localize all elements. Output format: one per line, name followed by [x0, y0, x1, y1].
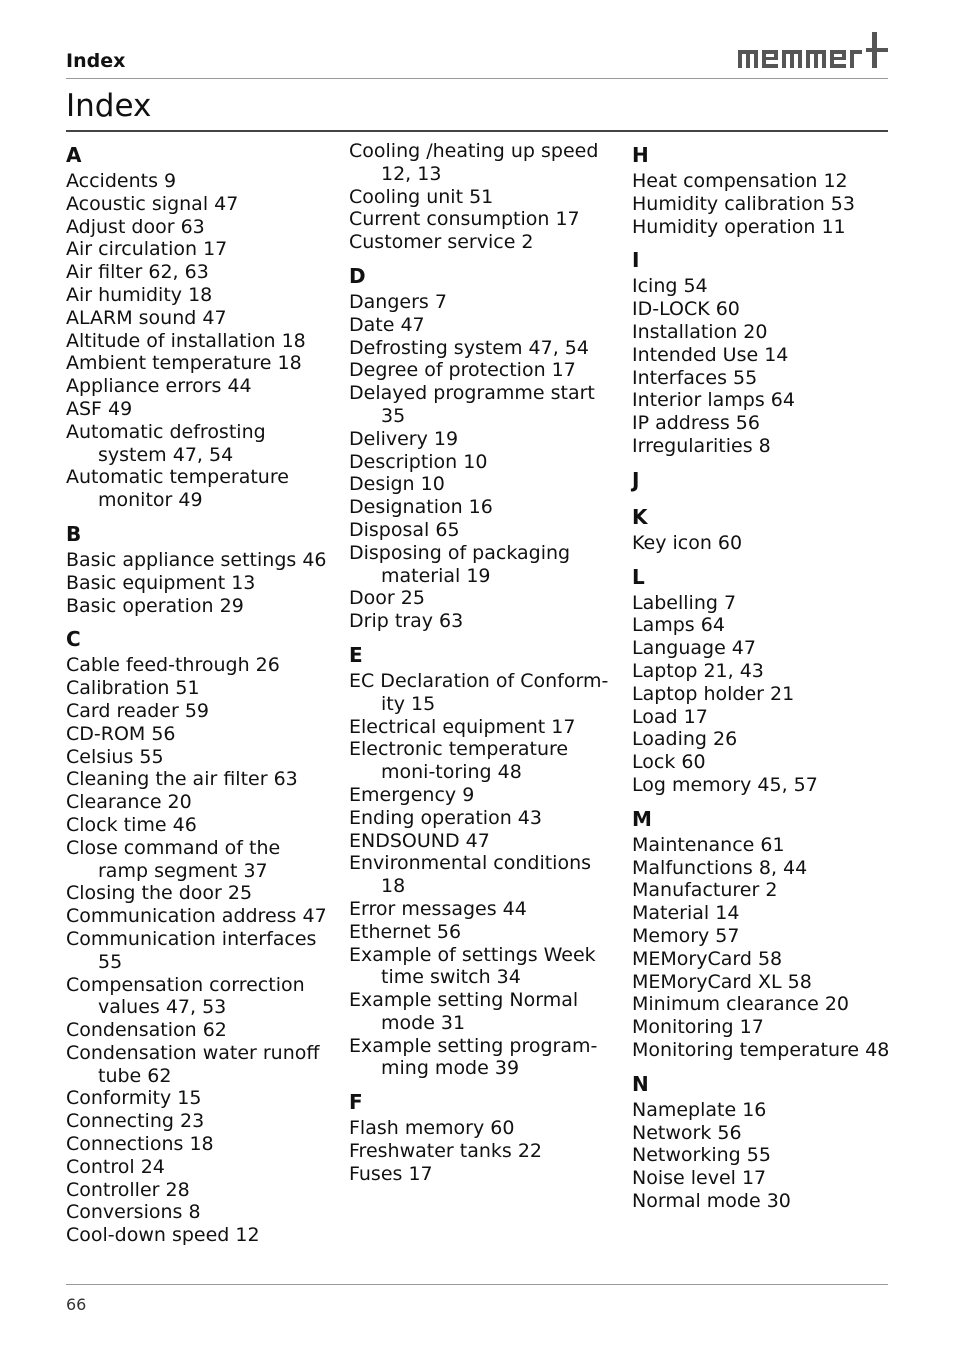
index-entry: Cool-down speed 12	[66, 1224, 260, 1247]
footer-rule	[66, 1284, 888, 1285]
index-entry: Malfunctions 8, 44	[632, 856, 808, 879]
index-entry: Minimum clearance 20	[632, 993, 849, 1016]
index-entry: Laptop 21, 43	[632, 659, 764, 682]
index-entry: Clearance 20	[66, 791, 192, 814]
index-entry: Delayed programme start 35	[349, 382, 595, 427]
index-entry: Appliance errors 44	[66, 375, 252, 398]
index-entry: Intended Use 14	[632, 343, 789, 366]
index-entry: Network 56	[632, 1121, 742, 1144]
index-entry: Connecting 23	[66, 1110, 205, 1133]
index-entry: Disposing of packaging material 19	[349, 541, 571, 587]
index-entry: Interfaces 55	[632, 366, 758, 389]
index-entry: Air filter 62, 63	[66, 261, 209, 284]
index-entry: Basic operation 29	[66, 594, 244, 617]
index-entry: Card reader 59	[66, 699, 209, 722]
index-entry: Electronic temperature moni-toring 48	[349, 738, 569, 784]
index-entry: Description 10	[349, 450, 488, 473]
index-entry: Close command of the ramp segment 37	[66, 836, 281, 882]
index-entry: Memory 57	[632, 924, 740, 947]
index-entry: Emergency 9	[349, 783, 475, 806]
index-entry: Acoustic signal 47	[66, 192, 239, 215]
index-entry: Icing 54	[632, 275, 708, 298]
index-entry: Condensation 62	[66, 1019, 227, 1042]
index-entry: Maintenance 61	[632, 833, 785, 856]
index-entry: Communication address 47	[66, 905, 327, 928]
index-letter-heading: E	[349, 642, 363, 667]
index-entry: Air humidity 18	[66, 283, 213, 306]
index-entry: Cable feed-through 26	[66, 654, 280, 677]
index-entry: Celsius 55	[66, 745, 164, 768]
index-letter-heading: I	[632, 248, 640, 273]
index-entry: ID-LOCK 60	[632, 298, 740, 321]
index-entry: Conformity 15	[66, 1087, 202, 1110]
index-entry: Normal mode 30	[632, 1189, 791, 1212]
index-entry: Example setting Normal mode 31	[349, 989, 579, 1034]
index-entry: Air circulation 17	[66, 238, 228, 261]
index-entry: Condensation water runoff tube 62	[66, 1041, 320, 1087]
index-entry: Adjust door 63	[66, 215, 205, 238]
index-entry: Cleaning the air filter 63	[66, 768, 298, 791]
index-entry: Automatic defrosting system 47, 54	[66, 420, 266, 466]
index-entry: Automatic temperature monitor 49	[66, 466, 289, 512]
index-entry: Compensation correction values 47, 53	[66, 973, 305, 1019]
index-entry: Connections 18	[66, 1133, 214, 1156]
index-letter-heading: C	[66, 627, 81, 652]
index-column-3	[632, 140, 894, 1213]
index-entry: Error messages 44	[349, 897, 527, 920]
index-entry: Humidity operation 11	[632, 215, 846, 238]
index-entry: Key icon 60	[632, 531, 743, 554]
index-entry: Irregularities 8	[632, 434, 771, 457]
index-entry: Lock 60	[632, 751, 706, 774]
index-entry: Accidents 9	[66, 170, 177, 192]
index-entry: Current consumption 17	[349, 208, 580, 231]
index-letter-heading: F	[349, 1090, 363, 1115]
index-entry: Degree of protection 17	[349, 359, 576, 382]
index-entry: Manufacturer 2	[632, 879, 778, 902]
index-entry: Installation 20	[632, 320, 768, 343]
page-title: Index	[66, 88, 152, 124]
index-entry: Laptop holder 21	[632, 682, 795, 705]
index-entry: Freshwater tanks 22	[349, 1140, 542, 1163]
index-entry: Basic equipment 13	[66, 571, 256, 594]
index-letter-heading: H	[632, 143, 649, 167]
index-entry: Conversions 8	[66, 1201, 201, 1224]
index-entry: Loading 26	[632, 728, 738, 751]
index-entry: ALARM sound 47	[66, 306, 227, 329]
index-letter-heading: M	[632, 806, 652, 831]
index-column-2	[349, 140, 619, 1186]
index-letter-heading: A	[66, 143, 82, 167]
index-entry: Flash memory 60	[349, 1117, 515, 1140]
index-letter-heading: K	[632, 504, 648, 529]
index-entry: CD-ROM 56	[66, 722, 176, 745]
index-entry: Basic appliance settings 46	[66, 548, 327, 571]
index-entry: Controller 28	[66, 1178, 190, 1201]
index-letter-heading: D	[349, 263, 366, 288]
index-letter-heading: N	[632, 1071, 649, 1096]
index-entry: Monitoring 17	[632, 1016, 764, 1039]
index-entry: Ethernet 56	[349, 920, 462, 943]
index-column-1	[66, 140, 336, 1247]
index-entry: Language 47	[632, 637, 756, 660]
index-entry: Disposal 65	[349, 518, 460, 541]
header-rule	[66, 78, 888, 79]
index-entry: Dangers 7	[349, 290, 447, 313]
index-entry: Heat compensation 12	[632, 170, 848, 192]
index-entry: Material 14	[632, 902, 740, 925]
running-header-title: Index	[66, 50, 126, 72]
index-entry: Cooling /heating up speed 12, 13	[349, 140, 599, 185]
index-entry: Customer service 2	[349, 231, 534, 254]
index-entry: Door 25	[349, 587, 425, 610]
index-entry: Control 24	[66, 1155, 165, 1178]
index-entry: Fuses 17	[349, 1162, 433, 1185]
index-entry: Electrical equipment 17	[349, 715, 576, 738]
index-entry: Designation 16	[349, 496, 493, 519]
index-entry: Calibration 51	[66, 677, 200, 700]
index-entry: Humidity calibration 53	[632, 192, 855, 215]
index-letter-heading: L	[632, 564, 645, 589]
index-entry: Cooling unit 51	[349, 185, 494, 208]
index-entry: Monitoring temperature 48	[632, 1038, 890, 1061]
index-entry: Communication interfaces 55	[66, 927, 317, 973]
index-entry: Example of settings Week time switch 34	[349, 943, 596, 989]
memmert-logo	[738, 30, 888, 72]
index-entry: Closing the door 25	[66, 882, 253, 905]
index-letter-heading: J	[632, 467, 640, 492]
index-entry: MEMoryCard 58	[632, 947, 783, 970]
index-entry: Ambient temperature 18	[66, 352, 302, 375]
index-entry: Clock time 46	[66, 813, 197, 836]
index-entry: Altitude of installation 18	[66, 329, 306, 352]
index-entry: Nameplate 16	[632, 1098, 767, 1121]
index-entry: Noise level 17	[632, 1167, 767, 1190]
index-entry: IP address 56	[632, 412, 760, 435]
title-rule	[66, 130, 888, 132]
index-entry: Interior lamps 64	[632, 389, 795, 412]
index-entry: Design 10	[349, 473, 445, 496]
index-entry: Ending operation 43	[349, 806, 542, 829]
index-entry: Example setting program-ming mode 39	[349, 1034, 598, 1080]
index-entry: ENDSOUND 47	[349, 829, 490, 852]
index-entry: Drip tray 63	[349, 610, 464, 633]
index-entry: Labelling 7	[632, 591, 737, 614]
index-entry: Load 17	[632, 705, 708, 728]
index-entry: Delivery 19	[349, 427, 459, 450]
index-entry: Lamps 64	[632, 614, 725, 637]
index-entry: Networking 55	[632, 1144, 771, 1167]
index-entry: EC Declaration of Conform-ity 15	[349, 669, 609, 715]
index-entry: Date 47	[349, 313, 425, 336]
index-letter-heading: B	[66, 521, 82, 546]
index-entry: Log memory 45, 57	[632, 773, 818, 796]
index-entry: Environmental conditions 18	[349, 852, 592, 898]
index-entry: ASF 49	[66, 397, 133, 420]
index-entry: MEMoryCard XL 58	[632, 970, 812, 993]
page-number: 66	[66, 1295, 87, 1314]
index-entry: Defrosting system 47, 54	[349, 336, 589, 359]
